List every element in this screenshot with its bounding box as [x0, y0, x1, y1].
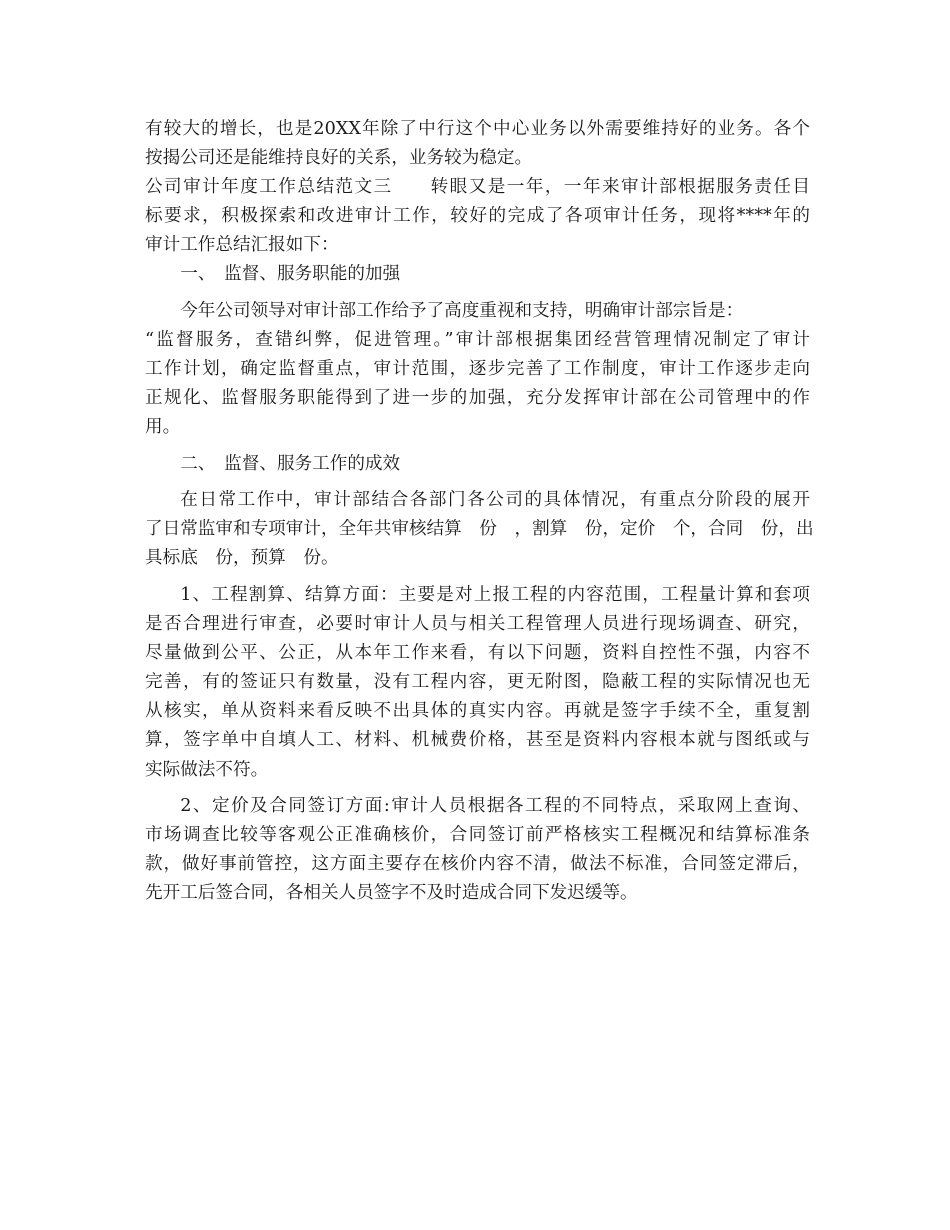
text-line: 公司审计年度工作总结范文三 转眼又是一年，一年来审计部根据服务责任目	[145, 177, 810, 198]
text-line: 在日常工作中，审计部结合各部门各公司的具体情况，有重点分阶段的展开	[180, 490, 810, 511]
paragraph-gap	[145, 785, 810, 792]
text-line: 1、工程割算、结算方面：主要是对上报工程的内容范围，工程量计算和套项	[180, 584, 810, 605]
text-line: 是否合理进行审查，必要时审计人员与相关工程管理人员进行现场调查、研究，	[145, 614, 810, 635]
text-line: 款，做好事前管控，这方面主要存在核价内容不清，做法不标准，合同签定滞后，	[145, 854, 810, 875]
paragraph-gap	[145, 442, 810, 449]
text-line: 先开工后签合同，各相关人员签字不及时造成合同下发迟缓等。	[145, 883, 638, 904]
text-line: 了日常监审和专项审计，全年共审核结算 份 ，割算 份，定价 个，合同 份，出	[145, 519, 814, 540]
text-line: 二、 监督、服务工作的成效	[180, 453, 401, 474]
paragraph-gap	[145, 479, 810, 486]
text-line: 正规化、监督服务职能得到了进一步的加强，充分发挥审计部在公司管理中的作	[145, 388, 810, 409]
text-line: 标要求，积极探索和改进审计工作，较好的完成了各项审计任务，现将****年的	[145, 206, 810, 227]
text-line: 算，签字单中自填人工、材料、机械费价格，甚至是资料内容根本就与图纸或与	[145, 730, 810, 751]
text-line: 有较大的增长，也是20XX年除了中行这个中心业务以外需要维持好的业务。各个	[145, 119, 810, 139]
text-line: 尽量做到公平、公正，从本年工作来看，有以下问题，资料自控性不强，内容不	[145, 643, 810, 664]
text-line: 完善，有的签证只有数量，没有工程内容，更无附图，隐蔽工程的实际情况也无	[145, 672, 810, 693]
text-line: “监督服务，查错纠弊，促进管理。”审计部根据集团经营管理情况制定了审计	[145, 330, 810, 351]
text-line: 按揭公司还是能维持良好的关系，业务较为稳定。	[145, 148, 533, 169]
text-line: 工作计划，确定监督重点，审计范围，逐步完善了工作制度，审计工作逐步走向	[145, 359, 810, 380]
paragraph-gap	[145, 290, 810, 297]
paragraph-gap	[145, 574, 810, 581]
text-line: 具标底 份，预算 份。	[145, 548, 339, 569]
text-line: 实际做法不符。	[145, 759, 269, 780]
text-line: 审计工作总结汇报如下：	[145, 235, 339, 256]
document-body	[145, 115, 814, 908]
text-line: 从核实，单从资料来看反映不出具体的真实内容。再就是签字手续不全，重复割	[145, 701, 810, 722]
text-line: 2、定价及合同签订方面:审计人员根据各工程的不同特点，采取网上查询、	[180, 796, 810, 817]
text-line: 一、 监督、服务职能的加强	[180, 264, 401, 285]
text-line: 用。	[145, 417, 181, 438]
text-line: 市场调查比较等客观公正准确核价，合同签订前严格核实工程概况和结算标准条	[145, 825, 810, 846]
text-line: 今年公司领导对审计部工作给予了高度重视和支持，明确审计部宗旨是：	[180, 300, 744, 321]
